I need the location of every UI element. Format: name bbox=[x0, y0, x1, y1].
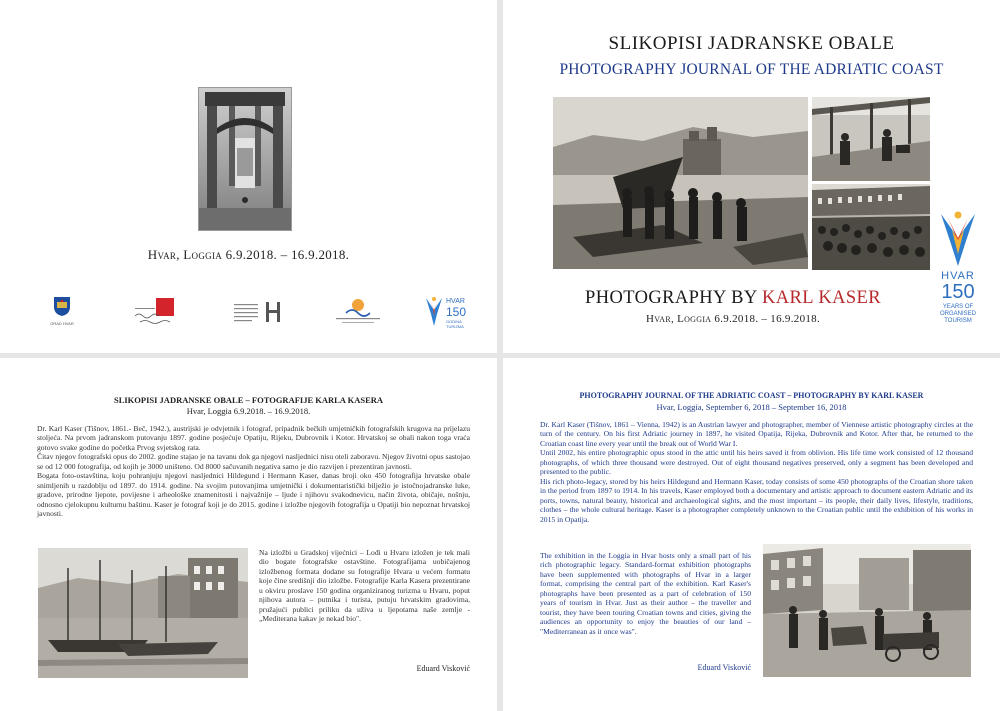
years-of-label: YEARS OF bbox=[942, 304, 974, 310]
page-1-cover-left bbox=[0, 0, 497, 353]
article-body-top bbox=[37, 424, 470, 519]
hvar-label: HVAR bbox=[941, 270, 975, 282]
boats-castle-photo bbox=[553, 97, 808, 269]
paragraph-1: Dr. Karl Kaser (Tišnov, 1861.- Beč, 1942.), austrijski je odvjetnik i fotograf, pripadnik bečkih umjetničkih fotografskih krugova na prijelazu stoljeća. Na prvom jadranskom putovanju 1897. godine posjećuje Opatiju, Rijeku, Dubrovnik i Kotor. Hrvatskoj se obali nakon toga vraća gotovo svake godine do početka Prvog svjetskog rata. bbox=[37, 424, 470, 452]
hvar-150-number: 150 bbox=[446, 305, 467, 319]
hvar-150-logo-large bbox=[928, 210, 994, 336]
square-cart-photo bbox=[763, 544, 971, 677]
paragraph-4: Na izložbi u Gradskoj vijećnici – Lođi u Hvaru izložen je tek mali dio bogate fotografske ostavštine. Fotografijama uobičajenog izložbenog formata dodane su fotografije Hvara u većem formatu koje čine središnji dio izložbe. Fotografije Karla Kasera prezentirane u okviru proslave 150 godina organiziranog turizma u Hvaru, poput njihova autora – putnika i turista, putuju hrvatskim gradovima, pružajući publici priliku da uživa u ljepotama naše zemlje - „Mediterana kakav je nekad bio". bbox=[259, 548, 470, 624]
grad-hvar-label: GRAD HVAR bbox=[50, 321, 74, 326]
article-body-side bbox=[259, 548, 470, 624]
museum-logo bbox=[132, 296, 180, 328]
page-2-cover-right bbox=[503, 0, 1000, 353]
article-subtitle: Hvar, Loggia, September 6, 2018 – September 16, 2018 bbox=[656, 402, 847, 412]
venue-dates: Hvar, Loggia 6.9.2018. – 16.9.2018. bbox=[147, 247, 350, 262]
photography-by-heading bbox=[533, 288, 933, 309]
page-4-english-text bbox=[503, 358, 1000, 711]
hvar-150-logo-small bbox=[424, 294, 478, 334]
grad-hvar-logo bbox=[48, 295, 76, 327]
signature: Eduard Visković bbox=[697, 663, 751, 672]
tourism-label: TOURISM bbox=[944, 318, 972, 324]
photography-by-label: PHOTOGRAPHY BY bbox=[585, 288, 757, 308]
article-title: PHOTOGRAPHY JOURNAL OF THE ADRIATIC COAST – PHOTOGRAPHY BY KARL KASER bbox=[579, 391, 924, 400]
paragraph-1: Dr. Karl Kaser (Tišnov, 1861 – Vienna, 1942) is an Austrian lawyer and photographer, member of Viennese artistic photography circles at the turn of the century. On his first Adriatic journey in 1897, he visited Opatija, Rijeka, Dubrovnik and Kotor. After that, he returned to the Croatian coast line every year until the break out of World War I. bbox=[540, 420, 973, 448]
title-english: PHOTOGRAPHY JOURNAL OF THE ADRIATIC COAST bbox=[559, 61, 944, 78]
godina-label: GODINA bbox=[446, 319, 462, 324]
turizma-label: TURIZMA bbox=[446, 324, 464, 329]
library-logo bbox=[232, 298, 292, 326]
signature: Eduard Visković bbox=[416, 664, 470, 673]
promenade-photo bbox=[812, 97, 930, 181]
sun-wave-icon bbox=[330, 296, 386, 328]
author-name: KARL KASER bbox=[762, 288, 881, 308]
article-subtitle: Hvar, Loggia 6.9.2018. – 16.9.2018. bbox=[186, 406, 311, 416]
harbor-boats-photo bbox=[38, 548, 248, 678]
article-body-side bbox=[540, 551, 751, 636]
coat-of-arms-icon bbox=[53, 295, 71, 317]
paragraph-3: Bogata foto-ostavština, koju pohranjuju njegovi nasljednici Hildegund i Hermann Kaser, danas broji oko 450 fotografija hrvatske obale snimljenih u razdoblju od 1897. do 1914. godine. Na svojim putovanjima umjetnički i dokumentaristički bilježio je istočnojadranske luke, gradove, prirodne ljepote, povijesne i arheološke znamenitosti i najvažnije – ljude i njihovu svakodnevicu, način života, običaje, nošnju, odnosno cjelokupnu kulturnu baštinu. Kaser je fotograf koji je do 2015. godine i izložbe njegovih fotografija u Opatiji bio nepoznat hrvatskoj javnosti. bbox=[37, 471, 470, 519]
article-title: SLIKOPISI JADRANSKE OBALE – FOTOGRAFIJE KARLA KASERA bbox=[113, 395, 384, 405]
title-croatian: SLIKOPISI JADRANSKE OBALE bbox=[608, 33, 895, 54]
page-3-croatian-text bbox=[0, 358, 497, 711]
paragraph-2: Čitav njegov fotografski opus do 2002. godine stajao je na tavanu dok ga njegovi nasljednici nisu oteli zaboravu. Njegov životni opus sastojao se od 12 000 fotografija, od kojih je 3000 uništeno. Od 8000 sačuvanih negativa samo je dio razvijen i prezentiran javnosti. bbox=[37, 452, 470, 471]
harbor-crowd-photo bbox=[812, 184, 930, 270]
loggia-interior-photo bbox=[198, 87, 292, 231]
hvar-150-number: 150 bbox=[941, 281, 975, 303]
paragraph-4: The exhibition in the Loggia in Hvar hosts only a small part of his rich photographic legacy. Standard-format exhibition photographs have been supplemented with photographs of Hvar in a larger format, comprising the central part of the exhibition. Karl Kaser's photographs have been presented as a part of celebration of 150 years of tourism in Hvar. Just as their author – the traveller and tourist, they have been touring Croatian towns and cities, giving the audiences an opportunity to enjoy the beauties of our land – "Mediterranean as it once was". bbox=[540, 551, 751, 636]
museum-mark-icon bbox=[132, 296, 180, 328]
article-body-top bbox=[540, 420, 973, 524]
organised-label: ORGANISED bbox=[939, 311, 976, 317]
paragraph-3: His rich photo-legacy, stored by his heirs Hildegund and Hermann Kaser, today consists of some 450 photographs of the Croatian shore taken in the period from 1897 to 1914. In his travels, Kaser employed both a documentary and artistic approach to document eastern Adriatic and its ports, towns, natural beauty, historical and archaeological sights, and the most important – its people, their daily lives, lifestyle, traditions, clothes – the whole cultural heritage. Kaser is a photographer completely unknown to the Croatian public until the exhibition of his works in 2015 in Opatija. bbox=[540, 476, 973, 524]
hvar-150-figure-icon bbox=[938, 210, 978, 268]
venue-dates: Hvar, Loggia 6.9.2018. – 16.9.2018. bbox=[645, 313, 821, 325]
library-mark-icon bbox=[232, 298, 292, 326]
paragraph-2: Until 2002, his entire photographic opus stood in the attic until his heirs saved it from oblivion. His life time work consisted of 12 thousand photographs, of which three thousand were destroyed. Out of eight thousand negatives preserved, only a segment has been developed and presented to the public. bbox=[540, 448, 973, 477]
hvar-label: HVAR bbox=[446, 298, 465, 305]
tourist-board-logo bbox=[330, 296, 386, 328]
hvar-150-figure-icon bbox=[424, 296, 444, 328]
